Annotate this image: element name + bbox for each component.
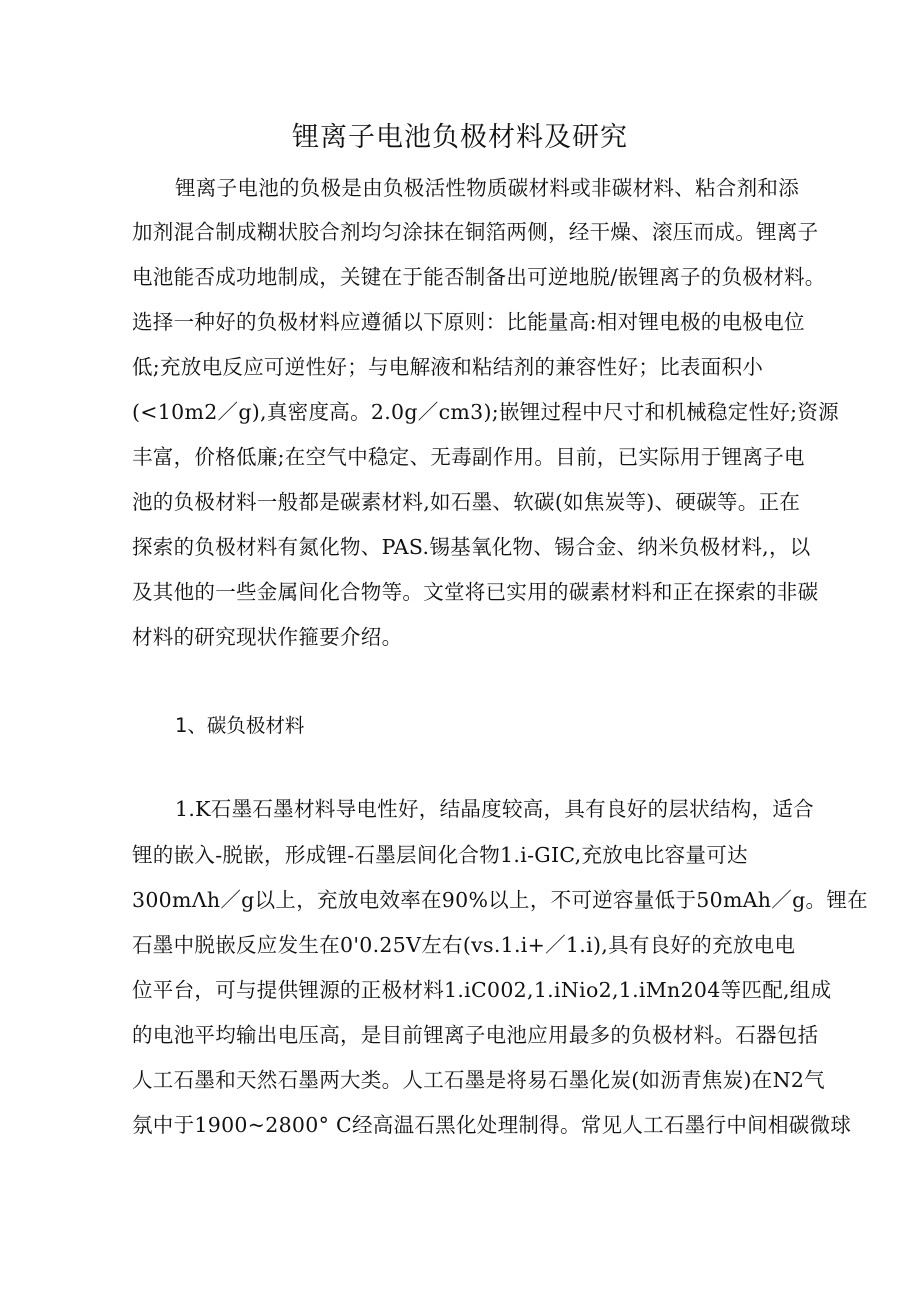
paragraph-line: (<10m2／g),真密度高。2.0g／cm3);嵌锂过程中尺寸和机械稳定性好;资源 — [132, 400, 839, 424]
paragraph-line: 加剂混合制成糊状胶合剂均匀涂抹在铜箔两侧，经干燥、滚压而成。锂离子 — [132, 220, 819, 244]
paragraph-line: 选择一种好的负极材料应遵循以下原则：比能量高:相对锂电极的电极电位 — [132, 310, 805, 334]
paragraph-line: 池的负极材料一般都是碳素材料,如石墨、软碳(如焦炭等)、硬碳等。正在 — [132, 490, 801, 514]
paragraph-line: 石墨中脱嵌反应发生在0'0.25V左右(vs.1.i+／1.i),具有良好的充放电电 — [132, 933, 796, 957]
document-title: 锂离子电池负极材料及研究 — [292, 122, 628, 153]
paragraph-line: 1.K石墨石墨材料导电性好，结晶度较高，具有良好的层状结构，适合 — [175, 797, 814, 821]
paragraph-line: 锂的嵌入-脱嵌，形成锂-石墨层间化合物1.i-GIC,充放电比容量可达 — [132, 843, 748, 867]
paragraph-line: 的电池平均输出电压高，是目前锂离子电池应用最多的负极材料。石器包括 — [132, 1023, 819, 1047]
paragraph-line: 探索的负极材料有氮化物、PAS.锡基氧化物、锡合金、纳米负极材料,，以 — [132, 535, 811, 559]
paragraph-line: 位平台，可与提供锂源的正极材料1.iC002,1.iNio2,1.iMn204等匹配,组成 — [132, 978, 832, 1002]
paragraph-line: 锂离子电池的负极是由负极活性物质碳材料或非碳材料、粘合剂和添 — [175, 176, 799, 200]
paragraph-line: 电池能否成功地制成，关键在于能否制备出可逆地脱/嵌锂离子的负极材料。 — [132, 265, 826, 289]
paragraph-line: 材料的研究现状作箍要介绍。 — [132, 625, 403, 649]
paragraph-line: 低;充放电反应可逆性好；与电解液和粘结剂的兼容性好；比表面积小 — [132, 355, 764, 379]
paragraph-line: 氛中于1900~2800° C经高温石黑化处理制得。常见人工石墨行中间相碳微球 — [132, 1113, 852, 1137]
paragraph-line: 丰富，价格低廉;在空气中稳定、无毒副作用。目前，已实际用于锂离子电 — [132, 445, 805, 469]
paragraph-line: 人工石墨和天然石墨两大类。人工石墨是将易石墨化炭(如沥青焦炭)在N2气 — [132, 1068, 825, 1092]
section-heading: 1、碳负极材料 — [175, 714, 305, 737]
paragraph-line: 及其他的一些金属间化合物等。文堂将已实用的碳素材料和正在探索的非碳 — [132, 580, 819, 604]
paragraph-line: 300mΛh／g以上，充放电效率在90%以上，不可逆容量低于50mAh／g。锂在 — [132, 888, 868, 912]
